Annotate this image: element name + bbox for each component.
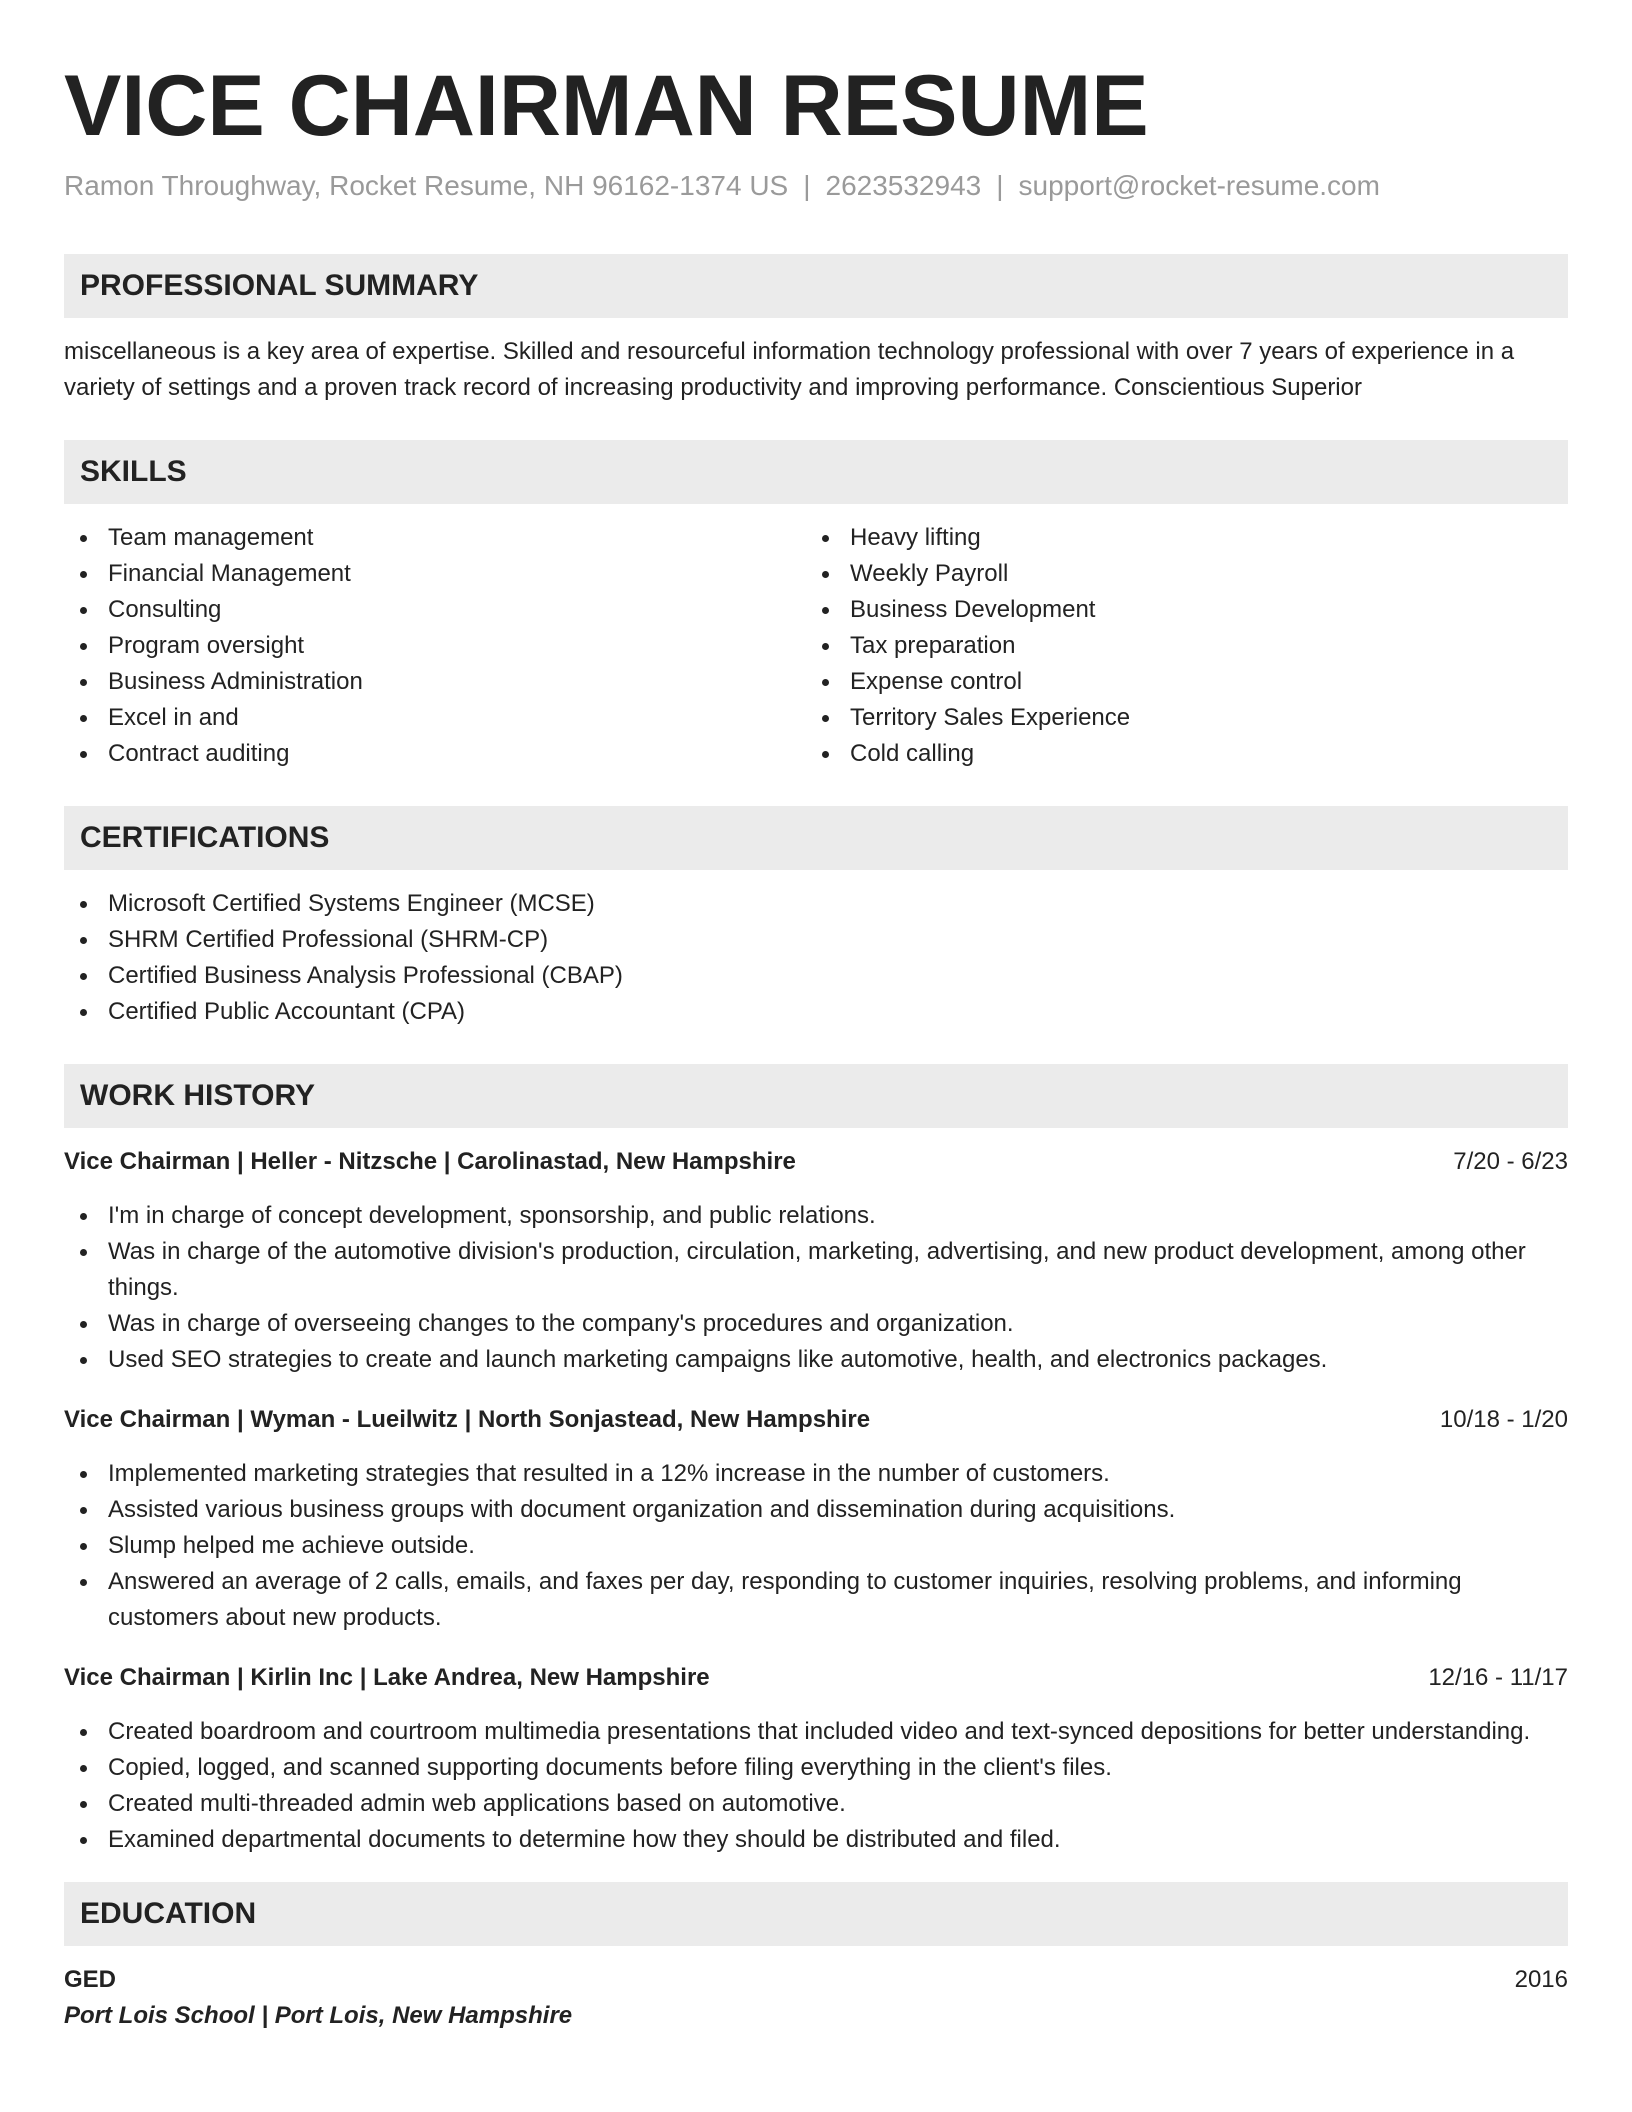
- skill-label: Team management: [108, 524, 314, 551]
- skill-label: Territory Sales Experience: [850, 704, 1131, 731]
- bullet-icon: [822, 535, 829, 542]
- skill-item: [64, 592, 806, 628]
- contact-address: Ramon Throughway, Rocket Resume, NH 96162-1374 US: [64, 170, 789, 201]
- job-header: [64, 1402, 1568, 1438]
- job-bullet: [64, 1750, 1568, 1786]
- bullet-icon: [80, 901, 87, 908]
- job-bullets: [64, 1714, 1568, 1858]
- job-entry: [64, 1144, 1568, 1378]
- skill-item: [806, 664, 1548, 700]
- job-bullet: [64, 1528, 1568, 1564]
- skill-item: [806, 592, 1548, 628]
- job-bullet: [64, 1822, 1568, 1858]
- bullet-icon: [80, 1543, 87, 1550]
- certification-label: Certified Business Analysis Professional (CBAP): [108, 962, 623, 989]
- certifications-section: [64, 806, 1568, 1030]
- skills-column-right: [806, 520, 1548, 772]
- job-bullet: [64, 1564, 1568, 1636]
- skill-item: [806, 628, 1548, 664]
- certification-label: SHRM Certified Professional (SHRM-CP): [108, 926, 549, 953]
- education-degree: GED: [64, 1966, 117, 1993]
- bullet-icon: [80, 937, 87, 944]
- skills-heading: SKILLS: [64, 440, 1568, 504]
- skill-item: [64, 664, 806, 700]
- certification-item: [64, 922, 1568, 958]
- job-bullet: [64, 1306, 1568, 1342]
- job-bullet-text: Used SEO strategies to create and launch marketing campaigns like automotive, health, and electronics packages.: [108, 1346, 1328, 1373]
- job-entry: [64, 1402, 1568, 1636]
- bullet-icon: [80, 571, 87, 578]
- skill-label: Tax preparation: [850, 632, 1016, 659]
- bullet-icon: [80, 1009, 87, 1016]
- job-bullet-text: Created multi-threaded admin web applications based on automotive.: [108, 1790, 846, 1817]
- skill-label: Financial Management: [108, 560, 351, 587]
- certification-label: Microsoft Certified Systems Engineer (MCSE): [108, 890, 595, 917]
- bullet-icon: [80, 607, 87, 614]
- job-header: [64, 1660, 1568, 1696]
- job-bullet-text: Examined departmental documents to determine how they should be distributed and filed.: [108, 1826, 1061, 1853]
- job-bullet-text: Copied, logged, and scanned supporting documents before filing everything in the client's files.: [108, 1754, 1112, 1781]
- job-bullets: [64, 1456, 1568, 1636]
- job-bullet-text: Answered an average of 2 calls, emails, and faxes per day, responding to customer inquiries, resolving problems, and informing customers about new products.: [108, 1568, 1462, 1631]
- bullet-icon: [80, 1471, 87, 1478]
- job-bullets: [64, 1198, 1568, 1378]
- skill-item: [64, 556, 806, 592]
- job-title: Vice Chairman | Kirlin Inc | Lake Andrea, New Hampshire: [64, 1664, 710, 1691]
- bullet-icon: [80, 1321, 87, 1328]
- skill-label: Excel in and: [108, 704, 239, 731]
- work-history-heading: WORK HISTORY: [64, 1064, 1568, 1128]
- skills-column-left: [64, 520, 806, 772]
- education-heading: EDUCATION: [64, 1882, 1568, 1946]
- skill-item: [806, 520, 1548, 556]
- job-title: Vice Chairman | Heller - Nitzsche | Carolinastad, New Hampshire: [64, 1148, 796, 1175]
- bullet-icon: [822, 751, 829, 758]
- certification-label: Certified Public Accountant (CPA): [108, 998, 466, 1025]
- bullet-icon: [80, 1837, 87, 1844]
- skills-list-right: [806, 520, 1548, 772]
- bullet-icon: [822, 715, 829, 722]
- job-bullet: [64, 1714, 1568, 1750]
- skill-label: Heavy lifting: [850, 524, 981, 551]
- bullet-icon: [80, 1765, 87, 1772]
- bullet-icon: [822, 643, 829, 650]
- bullet-icon: [80, 1249, 87, 1256]
- bullet-icon: [80, 643, 87, 650]
- job-bullet-text: Implemented marketing strategies that resulted in a 12% increase in the number of customers.: [108, 1460, 1110, 1487]
- skill-item: [64, 700, 806, 736]
- bullet-icon: [80, 679, 87, 686]
- job-entry: [64, 1660, 1568, 1858]
- bullet-icon: [80, 751, 87, 758]
- job-header: [64, 1144, 1568, 1180]
- education-year: 2016: [1514, 1966, 1568, 1993]
- job-bullet-text: Assisted various business groups with document organization and dissemination during acquisitions.: [108, 1496, 1176, 1523]
- certification-item: [64, 958, 1568, 994]
- job-bullet: [64, 1492, 1568, 1528]
- job-bullet: [64, 1456, 1568, 1492]
- job-bullet: [64, 1342, 1568, 1378]
- bullet-icon: [80, 535, 87, 542]
- contact-line: [64, 168, 1568, 204]
- bullet-icon: [80, 715, 87, 722]
- skill-label: Program oversight: [108, 632, 305, 659]
- skills-section: [64, 440, 1568, 772]
- education-school: Port Lois School | Port Lois, New Hampshire: [64, 2002, 573, 2029]
- skill-label: Consulting: [108, 596, 222, 623]
- resume-title: VICE CHAIRMAN RESUME: [64, 58, 1149, 154]
- job-dates: 12/16 - 11/17: [1428, 1664, 1568, 1691]
- skill-label: Contract auditing: [108, 740, 290, 767]
- contact-phone: 2623532943: [825, 170, 982, 201]
- job-bullet-text: Created boardroom and courtroom multimedia presentations that included video and text-synced depositions for better understanding.: [108, 1718, 1531, 1745]
- bullet-icon: [80, 1801, 87, 1808]
- certifications-heading: CERTIFICATIONS: [64, 806, 1568, 870]
- skill-item: [806, 700, 1548, 736]
- job-title: Vice Chairman | Wyman - Lueilwitz | North Sonjastead, New Hampshire: [64, 1406, 871, 1433]
- summary-section: [64, 254, 1568, 406]
- education-header: [64, 1962, 1568, 1998]
- job-bullet-text: Slump helped me achieve outside.: [108, 1532, 475, 1559]
- job-bullet: [64, 1198, 1568, 1234]
- bullet-icon: [80, 1213, 87, 1220]
- job-dates: 7/20 - 6/23: [1453, 1148, 1568, 1175]
- job-bullet: [64, 1786, 1568, 1822]
- bullet-icon: [80, 973, 87, 980]
- skills-list-left: [64, 520, 806, 772]
- bullet-icon: [80, 1729, 87, 1736]
- skill-label: Business Development: [850, 596, 1096, 623]
- skill-item: [64, 628, 806, 664]
- skill-item: [806, 556, 1548, 592]
- skill-item: [806, 736, 1548, 772]
- work-history-section: [64, 1064, 1568, 1858]
- job-bullet: [64, 1234, 1568, 1306]
- certification-item: [64, 994, 1568, 1030]
- education-section: [64, 1882, 1568, 2034]
- bullet-icon: [822, 679, 829, 686]
- certifications-list: [64, 886, 1568, 1030]
- skill-item: [64, 520, 806, 556]
- bullet-icon: [80, 1357, 87, 1364]
- job-bullet-text: Was in charge of overseeing changes to the company's procedures and organization.: [108, 1310, 1014, 1337]
- bullet-icon: [80, 1579, 87, 1586]
- job-bullet-text: Was in charge of the automotive division's production, circulation, marketing, advertising, and new product development, among other things.: [108, 1238, 1526, 1301]
- summary-heading: PROFESSIONAL SUMMARY: [64, 254, 1568, 318]
- certification-item: [64, 886, 1568, 922]
- job-dates: 10/18 - 1/20: [1439, 1406, 1568, 1433]
- skill-label: Business Administration: [108, 668, 363, 695]
- contact-separator: |: [803, 170, 811, 201]
- skill-item: [64, 736, 806, 772]
- bullet-icon: [822, 607, 829, 614]
- bullet-icon: [80, 1507, 87, 1514]
- job-bullet-text: I'm in charge of concept development, sponsorship, and public relations.: [108, 1202, 876, 1229]
- skill-label: Expense control: [850, 668, 1023, 695]
- skills-grid: [64, 520, 1568, 772]
- contact-separator: |: [996, 170, 1004, 201]
- skill-label: Weekly Payroll: [850, 560, 1009, 587]
- summary-text: miscellaneous is a key area of expertise. Skilled and resourceful information technology professional with over 7 years of experience in a variety of settings and a proven track record of increasing productivity and improving performance. Conscientious Superior: [64, 338, 1515, 401]
- contact-email: support@rocket-resume.com: [1018, 170, 1380, 201]
- bullet-icon: [822, 571, 829, 578]
- skill-label: Cold calling: [850, 740, 975, 767]
